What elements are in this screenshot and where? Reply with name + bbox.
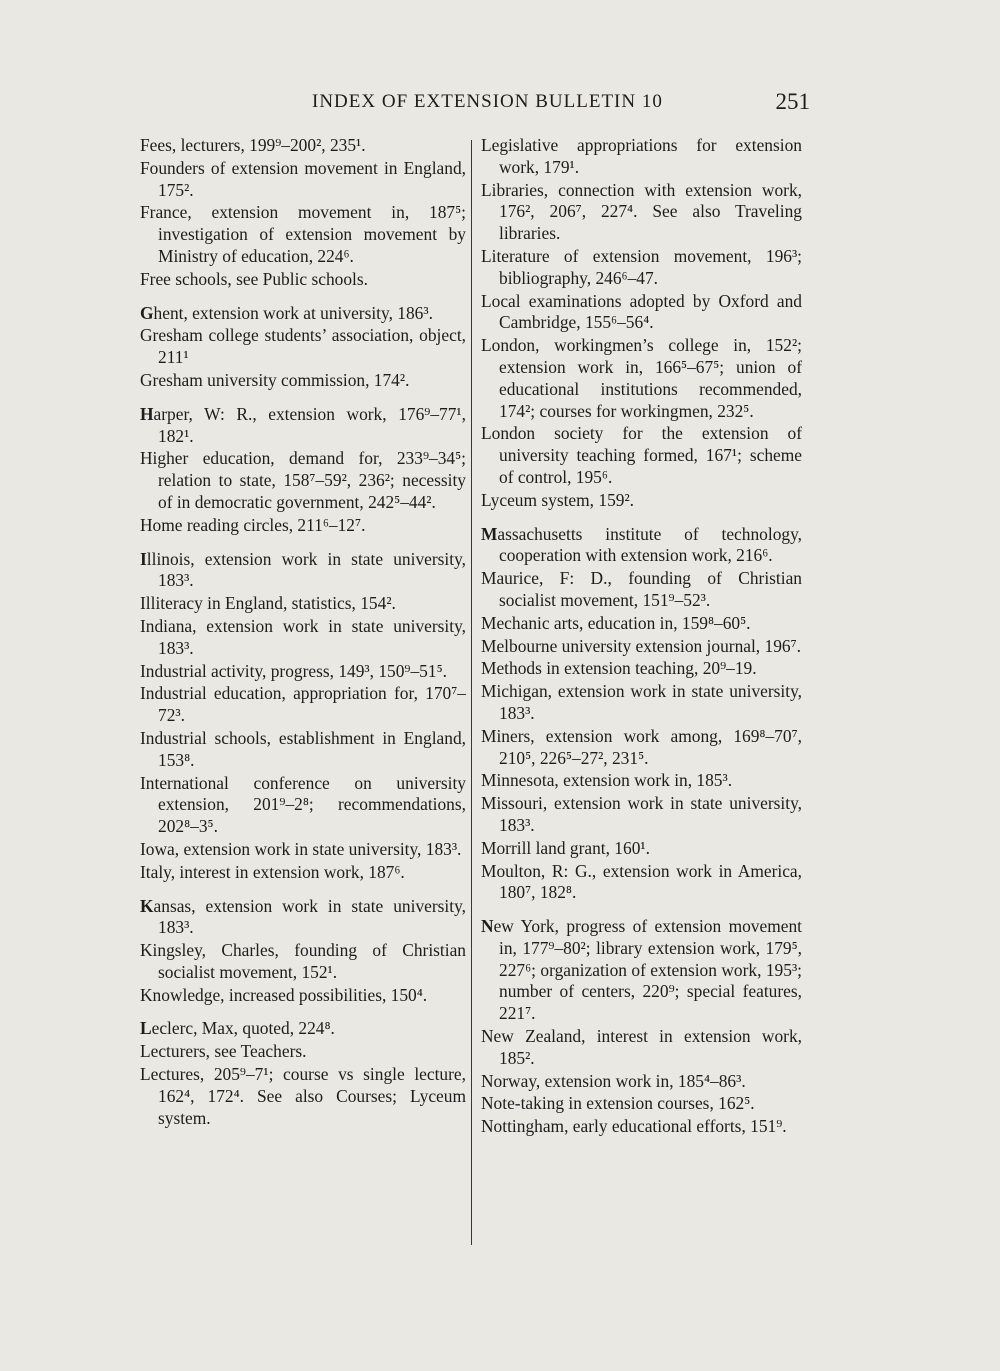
index-entry-text: Italy, interest in extension work, 187⁶. (140, 861, 405, 882)
index-entry-text: Local examinations adopted by Oxford and Cambridge, 155⁶–56⁴. (481, 290, 802, 333)
index-entry-initial: M (481, 523, 498, 544)
index-entry (140, 269, 466, 291)
index-entry-text: Libraries, connection with extension work, 176², 206⁷, 227⁴. See also Traveling libraries. (481, 179, 802, 244)
index-entry-text: Knowledge, increased possibilities, 150⁴. (140, 984, 428, 1005)
index-entry (481, 838, 802, 860)
index-entry (140, 862, 466, 884)
index-entry (481, 1093, 802, 1115)
index-entry (140, 370, 466, 392)
index-entry (481, 246, 802, 290)
index-entry-initial: L (140, 1018, 152, 1039)
index-entry-text: Lyceum system, 159². (481, 489, 635, 510)
index-entry (481, 524, 802, 568)
index-entry (140, 728, 466, 772)
index-entry (481, 568, 802, 612)
index-entry-text: Moulton, R: G., extension work in America, 180⁷, 182⁸. (481, 860, 802, 903)
index-entry (140, 593, 466, 615)
index-entry-text: Gresham college students’ association, object, 211¹ (140, 325, 466, 368)
index-entry-text: Melbourne university extension journal, 196⁷. (481, 635, 802, 656)
index-entry-text: ansas, extension work in state university, 183³. (153, 895, 466, 938)
index-entry-text: Lectures, 205⁹–7¹; course vs single lecture, 162⁴, 172⁴. See also Courses; Lyceum system. (140, 1064, 466, 1128)
index-entry (140, 616, 466, 660)
index-entry (140, 448, 466, 513)
index-entry-initial: H (140, 403, 154, 424)
index-entry (481, 1116, 802, 1138)
index-column-right (481, 135, 802, 1139)
index-entry-text: hent, extension work at university, 186³. (153, 302, 433, 323)
index-entry (140, 404, 466, 448)
index-entry (140, 683, 466, 727)
index-entry-text: Industrial schools, establishment in England, 153⁸. (140, 727, 466, 770)
index-entry-text: Home reading circles, 211⁶–12⁷. (140, 514, 366, 535)
index-column-left (140, 135, 466, 1130)
index-entry-text: assachusetts institute of technology, cooperation with extension work, 216⁶. (497, 523, 802, 566)
index-entry (481, 770, 802, 792)
index-entry-text: Maurice, F: D., founding of Christian socialist movement, 151⁹–52³. (481, 568, 802, 610)
column-divider (471, 140, 472, 1245)
index-entry-initial: G (140, 302, 154, 323)
index-entry-text: ew York, progress of extension movement in, 177⁹–80²; library extension work, 179⁵, 227⁶; organization of extension work, 195³; number of centers, 220⁹; special features, 221⁷. (493, 916, 802, 1024)
index-entry (481, 490, 802, 512)
index-entry (140, 661, 466, 683)
index-entry-text: Literature of extension movement, 196³; bibliography, 246⁶–47. (481, 245, 802, 288)
running-title: INDEX OF EXTENSION BULLETIN 10 (312, 91, 663, 112)
index-entry-text: Note-taking in extension courses, 162⁵. (481, 1093, 755, 1114)
index-entry (140, 1041, 466, 1063)
index-entry (481, 726, 802, 770)
index-entry (140, 839, 466, 861)
index-entry (140, 158, 466, 202)
index-entry (140, 202, 466, 267)
index-entry (481, 916, 802, 1025)
index-entry-initial: N (481, 916, 494, 937)
index-entry (140, 549, 466, 593)
index-entry (481, 335, 802, 422)
page-header (140, 91, 810, 121)
index-entry-text: Minnesota, extension work in, 185³. (481, 770, 733, 791)
index-entry (481, 423, 802, 488)
index-entry-text: Founders of extension movement in England, 175². (140, 157, 466, 200)
index-entry-text: Kingsley, Charles, founding of Christian socialist movement, 152¹. (140, 940, 466, 982)
index-entry-text: London society for the extension of university teaching formed, 167¹; scheme of control, 195⁶. (481, 423, 802, 487)
index-entry-text: France, extension movement in, 187⁵; investigation of extension movement by Ministry of education, 224⁶. (140, 202, 466, 266)
index-entry-text: Nottingham, early educational efforts, 151⁹. (481, 1116, 787, 1137)
index-entry (140, 985, 466, 1007)
index-entry-text: London, workingmen’s college in, 152²; extension work in, 166⁵–67⁵; union of educational institutions recommended, 174²; courses for workingmen, 232⁵. (481, 335, 802, 421)
index-entry (140, 896, 466, 940)
index-entry-text: Mechanic arts, education in, 159⁸–60⁵. (481, 612, 751, 633)
index-entry (481, 291, 802, 335)
index-entry (140, 773, 466, 838)
index-entry (481, 1071, 802, 1093)
index-entry-text: Michigan, extension work in state university, 183³. (481, 681, 802, 723)
index-entry (481, 135, 802, 179)
index-entry (140, 940, 466, 984)
index-entry-text: Miners, extension work among, 169⁸–70⁷, 210⁵, 226⁵–27², 231⁵. (481, 725, 802, 768)
index-entry-text: Free schools, see Public schools. (140, 268, 368, 289)
index-entry-text: New Zealand, interest in extension work, 185². (481, 1026, 802, 1068)
index-entry-text: Illiteracy in England, statistics, 154². (140, 593, 396, 614)
page-number: 251 (775, 89, 810, 114)
index-entry (481, 1026, 802, 1070)
index-entry (140, 1018, 466, 1040)
index-entry-initial: I (140, 548, 147, 569)
index-entry (481, 861, 802, 905)
index-entry-text: llinois, extension work in state university, 183³. (146, 548, 466, 591)
index-entry-text: Morrill land grant, 160¹. (481, 837, 650, 858)
index-entry (481, 180, 802, 245)
index-entry (140, 325, 466, 369)
index-entry-text: arper, W: R., extension work, 176⁹–77¹, 182¹. (153, 403, 466, 446)
index-entry-text: Gresham university commission, 174². (140, 369, 410, 390)
index-entry (481, 658, 802, 680)
index-entry (481, 613, 802, 635)
index-entry-text: Missouri, extension work in state university, 183³. (481, 793, 802, 835)
index-entry-text: International conference on university extension, 201⁹–2⁸; recommendations, 202⁸–3⁵. (140, 772, 466, 837)
index-entry (140, 135, 466, 157)
index-entry (140, 303, 466, 325)
index-entry-text: Norway, extension work in, 185⁴–86³. (481, 1070, 746, 1091)
index-entry-text: eclerc, Max, quoted, 224⁸. (151, 1018, 335, 1039)
index-entry-text: Higher education, demand for, 233⁹–34⁵; relation to state, 158⁷–59², 236²; necessity of in democratic government, 242⁵–44². (140, 448, 466, 512)
index-entry-text: Industrial activity, progress, 149³, 150⁹–51⁵. (140, 660, 447, 681)
index-entry (140, 1064, 466, 1129)
index-entry (481, 681, 802, 725)
index-entry-initial: K (140, 895, 154, 916)
index-entry-text: Methods in extension teaching, 20⁹–19. (481, 658, 757, 679)
index-entry-text: Lecturers, see Teachers. (140, 1041, 307, 1062)
index-entry (481, 636, 802, 658)
index-entry-text: Legislative appropriations for extension work, 179¹. (481, 135, 802, 177)
index-entry-text: Iowa, extension work in state university, 183³. (140, 838, 462, 859)
index-entry-text: Indiana, extension work in state university, 183³. (140, 615, 466, 658)
index-entry (140, 515, 466, 537)
index-entry-text: Fees, lecturers, 199⁹–200², 235¹. (140, 135, 366, 155)
index-entry (481, 793, 802, 837)
index-entry-text: Industrial education, appropriation for, 170⁷–72³. (140, 683, 466, 726)
